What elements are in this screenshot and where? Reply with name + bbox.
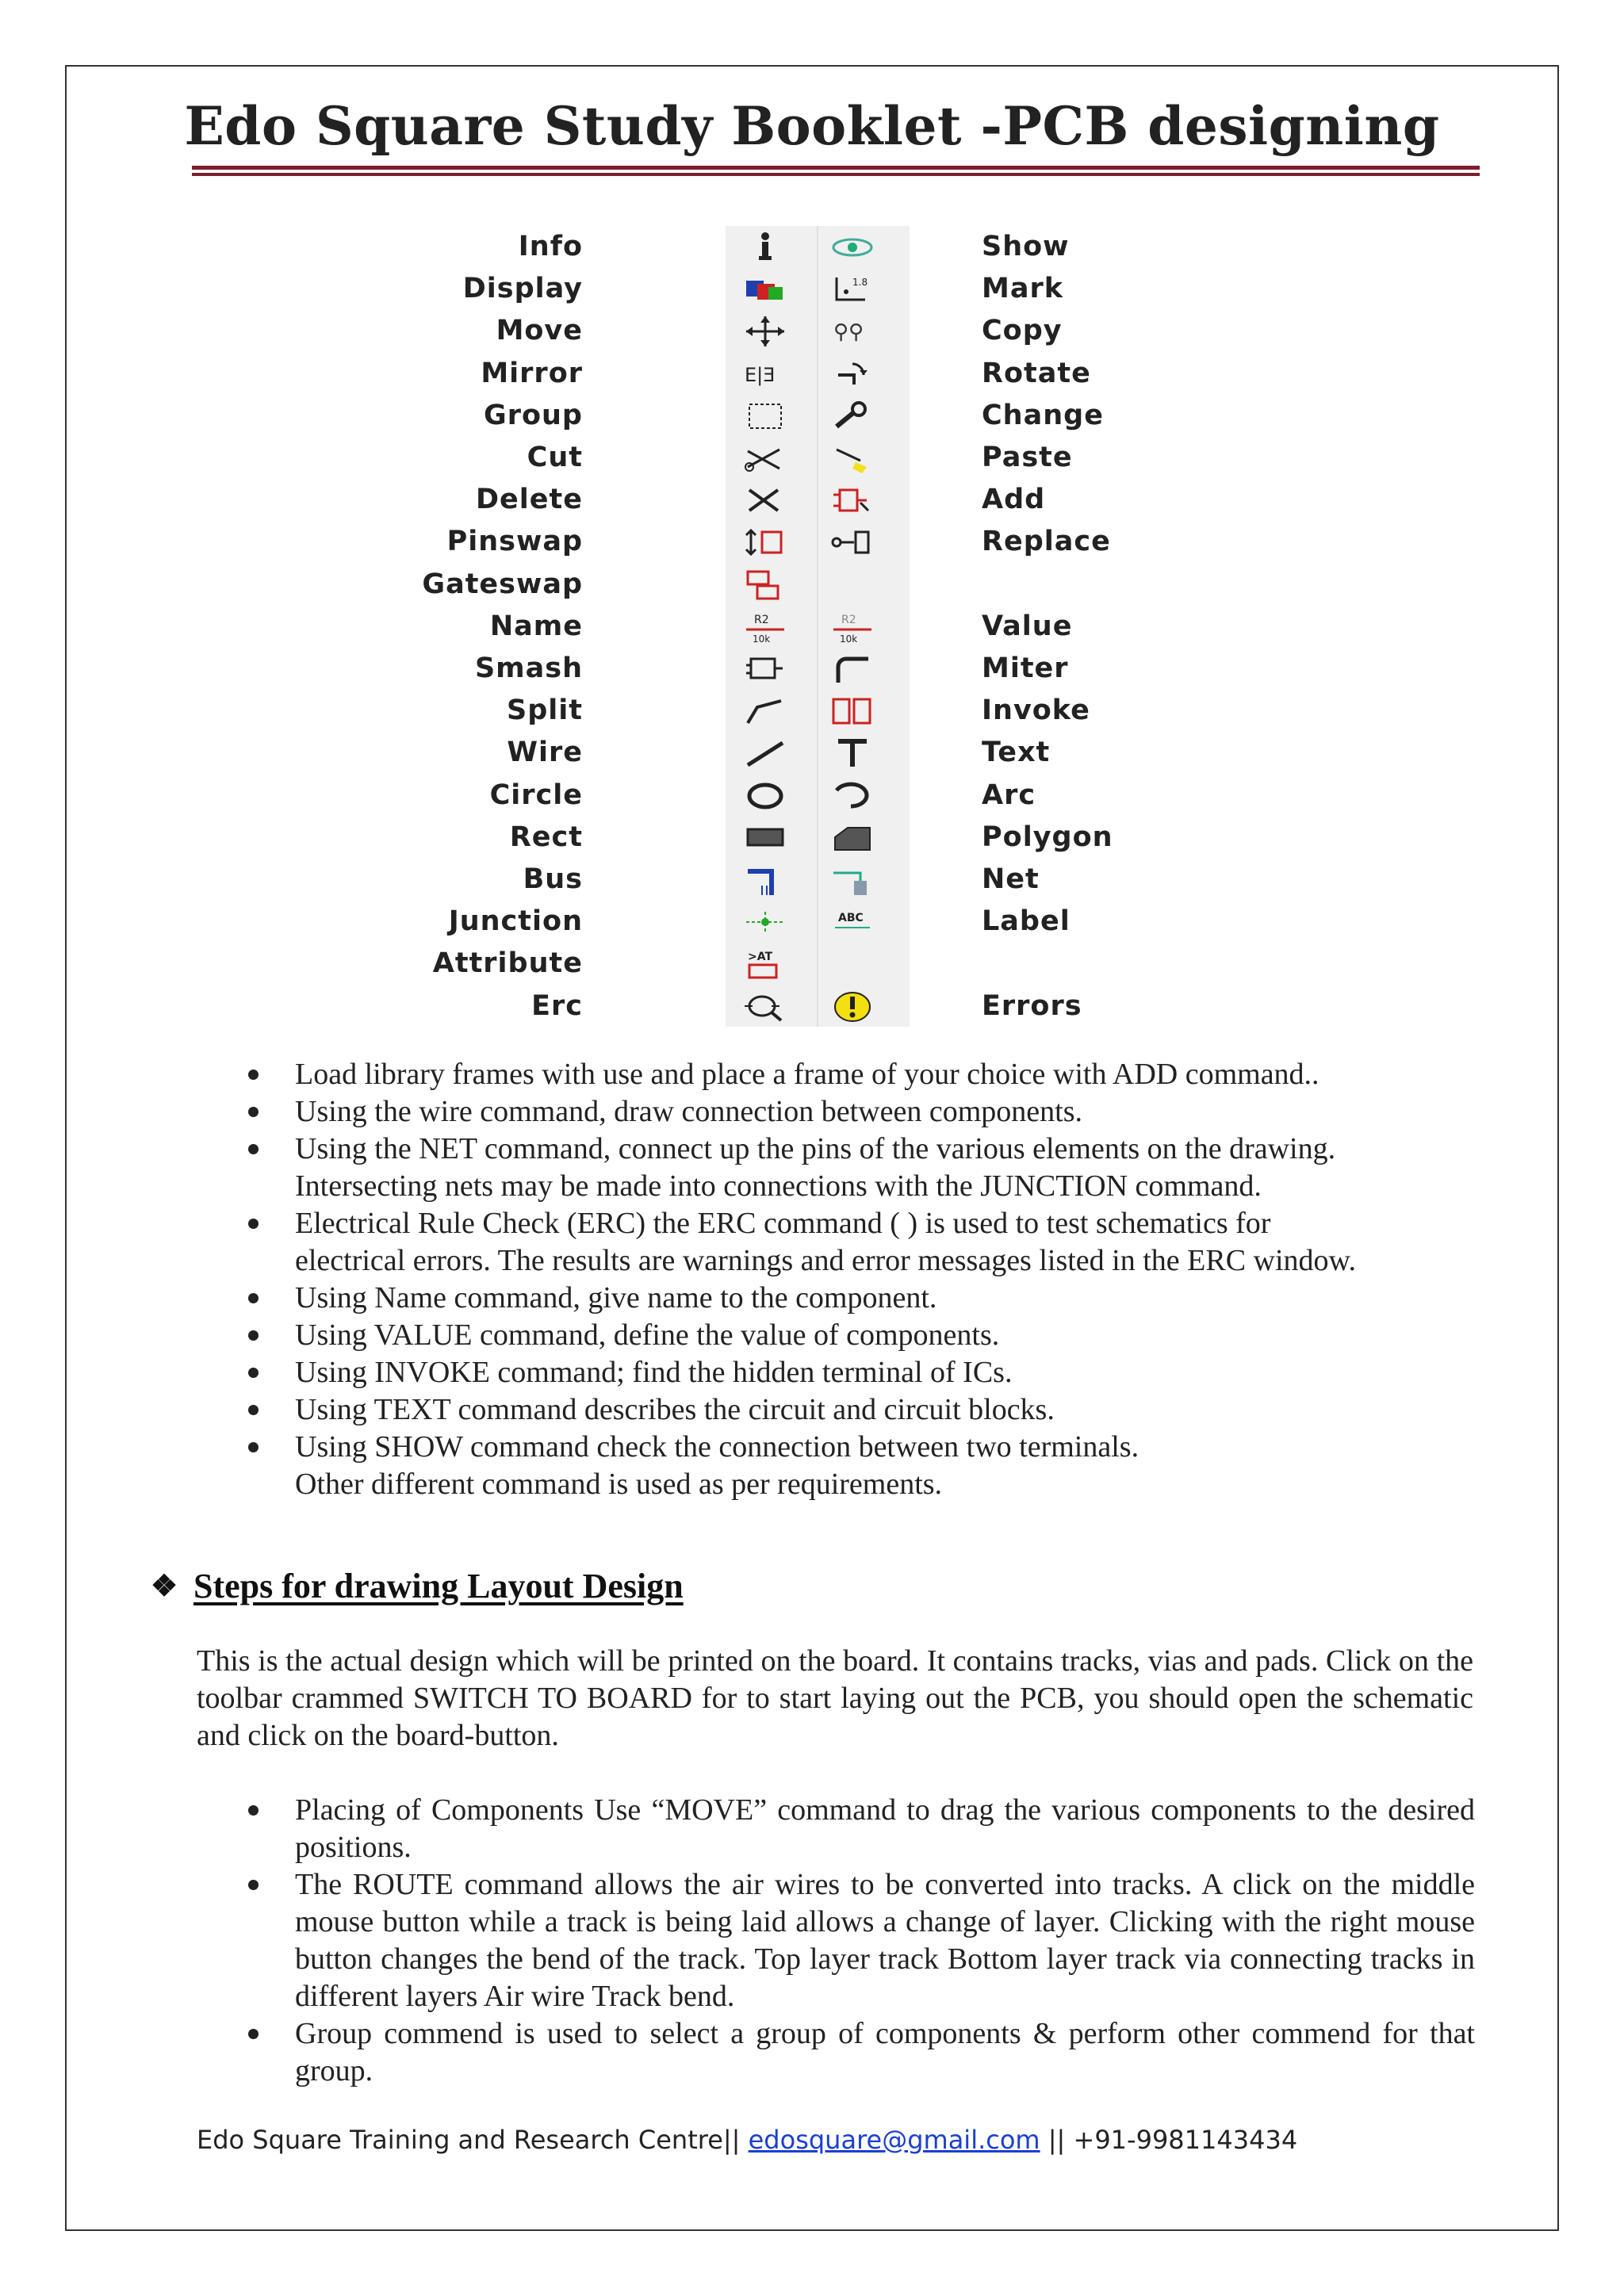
svg-text:10k: 10k — [840, 633, 858, 645]
toolbar-row — [462, 268, 1166, 311]
value-icon — [829, 609, 876, 645]
section-heading: ❖ Steps for drawing Layout Design — [151, 1567, 684, 1605]
rotate-icon — [829, 356, 876, 392]
title-underline — [192, 166, 1480, 170]
info-icon — [741, 229, 789, 266]
toolbar-row — [527, 437, 1166, 480]
list-item: Using VALUE command, define the value of components. — [238, 1317, 1475, 1354]
toolbar-row — [483, 395, 1166, 438]
toolbar-label-left: Erc — [531, 989, 583, 1022]
circle-icon — [741, 778, 789, 814]
title-underline-second — [192, 173, 1480, 176]
bullet-dot — [248, 1442, 259, 1452]
polygon-icon — [829, 820, 876, 856]
mark-icon — [829, 271, 876, 308]
pinswap-icon — [741, 524, 789, 561]
bus-icon — [741, 862, 789, 898]
toolbar-label-right: Arc — [982, 779, 1036, 811]
eye-icon — [829, 229, 876, 266]
toolbar-label-right: Copy — [982, 315, 1063, 347]
wire-line-icon — [741, 735, 789, 771]
mirror-icon — [741, 356, 789, 392]
footer-phone: +91-9981143434 — [1073, 2125, 1298, 2155]
junction-icon — [741, 904, 789, 940]
net-icon — [829, 862, 876, 898]
bullet-dot — [248, 1368, 259, 1378]
group-select-icon — [741, 398, 789, 434]
footer-email-link[interactable]: edosquare@gmail.com — [748, 2125, 1040, 2155]
layout-steps-list — [238, 1792, 1475, 2090]
toolbar-label-left: Pinswap — [446, 526, 583, 558]
section-paragraph: This is the actual design which will be printed on the board. It contains tracks, vias and pads. Click on the toolbar crammed SWITCH TO BOARD for to start laying out the PCB, you should open the schematic and click on the board-button. — [197, 1644, 1473, 1752]
list-item: Using the NET command, connect up the pins of the various elements on the drawing. Intersecting nets may be made into connections with the JUNCTION command. — [238, 1131, 1475, 1205]
list-item: Electrical Rule Check (ERC) the ERC command ( ) is used to test schematics for electrical errors. The results are warnings and error messages listed in the ERC window. — [238, 1205, 1475, 1280]
list-item: Load library frames with use and place a frame of your choice with ADD command.. — [238, 1056, 1475, 1093]
replace-icon — [829, 524, 876, 561]
toolbar-label-right: Mark — [982, 273, 1063, 305]
toolbar-label-right: Add — [982, 484, 1046, 516]
list-item: Using Name command, give name to the component. — [238, 1280, 1475, 1317]
toolbar-label-left: Cut — [527, 442, 583, 473]
eagle-toolbar-figure — [422, 226, 1166, 1027]
page-title: Edo Square Study Booklet -PCB designing — [184, 95, 1440, 157]
toolbar-label-left: Attribute — [432, 947, 583, 980]
invoke-icon — [829, 693, 876, 729]
bullet-dot — [248, 1144, 259, 1154]
toolbar-row — [507, 690, 1166, 733]
paste-icon — [829, 440, 876, 476]
bullet-dot — [248, 1219, 259, 1229]
svg-text:ABC: ABC — [838, 912, 864, 925]
toolbar-label-right: Text — [982, 737, 1051, 769]
list-item: Group commend is used to select a group of components & perform other commend for that group. — [238, 2015, 1475, 2090]
toolbar-label-right: Replace — [982, 526, 1111, 558]
attribute-icon — [741, 946, 789, 982]
toolbar-label-right: Miter — [982, 652, 1069, 684]
toolbar-label-left: Display — [462, 273, 583, 305]
toolbar-label-left: Rect — [509, 821, 583, 853]
list-item: The ROUTE command allows the air wires to be converted into tracks. A click on the middle mouse button while a track is being laid allows a change of layer. Clicking with the right mouse button changes the bend of the track. Top layer track Bottom layer track via connecting tracks in different layers Air wire Track bend. — [238, 1866, 1475, 2015]
toolbar-row — [422, 564, 1166, 607]
svg-text:R2: R2 — [754, 613, 769, 626]
toolbar-label-left: Name — [489, 610, 583, 642]
toolbar-row — [531, 985, 1166, 1028]
toolbar-label-left: Smash — [474, 652, 583, 684]
bullet-dot — [248, 1107, 259, 1117]
bullet-dot — [248, 1405, 259, 1415]
toolbar-label-right: Paste — [982, 442, 1073, 473]
bullet-dot — [248, 1330, 259, 1341]
toolbar-label-right: Rotate — [982, 357, 1091, 389]
wrench-icon — [829, 398, 876, 434]
display-layers-icon — [741, 271, 789, 308]
arc-icon — [829, 778, 876, 814]
bullet-dot — [248, 2029, 259, 2039]
list-item: Using TEXT command describes the circuit and circuit blocks. — [238, 1391, 1475, 1429]
toolbar-row — [474, 648, 1166, 691]
toolbar-label-right: Invoke — [982, 695, 1090, 727]
toolbar-row — [432, 943, 1166, 985]
toolbar-label-left: Circle — [489, 779, 583, 811]
toolbar-row — [523, 859, 1166, 901]
toolbar-label-left: Delete — [476, 484, 583, 516]
list-item: Using the wire command, draw connection between components. — [238, 1093, 1475, 1131]
smash-icon — [741, 651, 789, 687]
toolbar-row — [496, 310, 1166, 353]
move-arrows-icon — [741, 313, 789, 350]
svg-text:R2: R2 — [841, 613, 856, 626]
list-item: Placing of Components Use “MOVE” command to drag the various components to the desired positions. — [238, 1792, 1475, 1866]
bullet-dot — [248, 1805, 259, 1816]
footer-separator: || — [722, 2125, 741, 2155]
toolbar-label-left: Gateswap — [422, 568, 583, 600]
toolbar-row — [446, 521, 1166, 564]
toolbar-label-left: Info — [518, 231, 583, 262]
svg-text:10k: 10k — [753, 633, 771, 645]
copy-icon — [829, 313, 876, 350]
scissors-icon — [741, 440, 789, 476]
list-item: Using INVOKE command; find the hidden terminal of ICs. — [238, 1354, 1475, 1391]
svg-text:E|Ǝ: E|Ǝ — [745, 363, 776, 386]
toolbar-label-right: Polygon — [982, 821, 1113, 853]
page-footer — [197, 2125, 1297, 2155]
toolbar-label-right: Show — [982, 231, 1070, 262]
split-icon — [741, 693, 789, 729]
toolbar-row — [448, 901, 1166, 943]
toolbar-row — [507, 732, 1166, 775]
svg-text:>AT: >AT — [748, 951, 773, 964]
toolbar-label-right: Label — [982, 905, 1071, 938]
svg-text:1.8: 1.8 — [852, 277, 868, 289]
svg-text:⚲⚲: ⚲⚲ — [833, 320, 864, 345]
gateswap-icon — [741, 567, 789, 603]
toolbar-row — [476, 479, 1166, 522]
diamond-bullet-icon: ❖ — [151, 1570, 178, 1603]
footer-separator: || — [1048, 2125, 1066, 2155]
toolbar-label-left: Mirror — [481, 357, 583, 389]
command-usage-list — [238, 1056, 1475, 1503]
footer-org: Edo Square Training and Research Centre — [197, 2125, 723, 2155]
toolbar-label-right: Errors — [982, 989, 1082, 1022]
erc-icon — [741, 989, 789, 1025]
toolbar-label-right: Net — [982, 863, 1040, 895]
toolbar-label-left: Junction — [448, 905, 583, 938]
toolbar-row — [518, 226, 1166, 269]
toolbar-label-left: Group — [483, 399, 583, 431]
toolbar-label-left: Bus — [523, 863, 583, 895]
bullet-dot — [248, 1293, 259, 1303]
toolbar-label-right: Change — [982, 399, 1104, 431]
toolbar-label-left: Split — [507, 695, 583, 727]
toolbar-row — [481, 353, 1166, 396]
toolbar-label-right: Value — [982, 610, 1073, 642]
toolbar-label-left: Move — [496, 315, 583, 347]
bullet-dot — [248, 1880, 259, 1890]
text-t-icon — [829, 735, 876, 771]
name-icon — [741, 609, 789, 645]
miter-icon — [829, 651, 876, 687]
label-abc-icon — [829, 904, 876, 940]
list-item: Using SHOW command check the connection between two terminals. Other different command is used as per requirements. — [238, 1429, 1475, 1503]
toolbar-row — [489, 606, 1166, 649]
toolbar-row — [489, 775, 1166, 817]
delete-x-icon — [741, 482, 789, 519]
toolbar-label-left: Wire — [507, 737, 583, 769]
rect-icon — [741, 820, 789, 856]
bullet-dot — [248, 1070, 259, 1080]
toolbar-row — [509, 817, 1166, 859]
add-part-icon — [829, 482, 876, 519]
errors-warning-icon — [829, 989, 876, 1025]
